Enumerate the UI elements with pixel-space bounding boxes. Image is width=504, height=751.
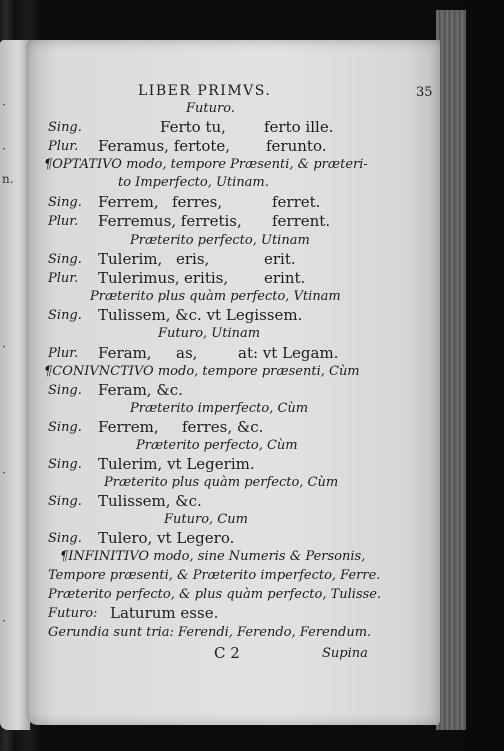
- conjugation-form: Feram,: [98, 344, 152, 362]
- conjugation-form: Laturum esse.: [110, 604, 219, 622]
- number-label: Plur.: [48, 271, 79, 286]
- tense-heading: Præterito perfecto, Cùm: [136, 438, 298, 453]
- conjugation-form: Tulerim,: [98, 250, 163, 268]
- tense-heading: Præterito plus quàm perfecto, Vtinam: [90, 289, 341, 304]
- conjugation-form: eris,: [176, 250, 210, 268]
- tense-heading: Futuro, Utinam: [158, 326, 261, 341]
- number-label: Sing.: [48, 308, 82, 323]
- catchword: Supina: [322, 646, 368, 661]
- left-margin-mark: ·: [2, 98, 6, 112]
- conjugation-form: Tulerimus,: [98, 269, 180, 287]
- infinitive-line: Tempore præsenti, & Præterito imperfecto, Ferre.: [48, 568, 381, 583]
- conjugation-form: at: vt Legam.: [238, 344, 339, 362]
- tense-heading: Præterito plus quàm perfecto, Cùm: [104, 475, 339, 490]
- number-label: Sing.: [48, 420, 82, 435]
- book-shadow: [466, 0, 504, 751]
- conjugation-form: eritis,: [184, 269, 229, 287]
- signature-mark: C 2: [214, 644, 240, 662]
- conjugation-form: Tulero, vt Legero.: [98, 529, 235, 547]
- conjugation-form: ferres,: [172, 193, 223, 211]
- conjugation-form: ferunto.: [266, 137, 327, 155]
- conjugation-form: Tulerim, vt Legerim.: [98, 455, 255, 473]
- left-margin-mark: ·: [2, 466, 6, 480]
- conjugation-form: Ferrem,: [98, 193, 159, 211]
- book-page: [26, 40, 440, 725]
- conjugation-form: Tulissem, &c.: [98, 492, 202, 510]
- mood-heading: ¶INFINITIVO modo, sine Numeris & Personis,: [60, 549, 366, 564]
- page-number: 35: [416, 85, 433, 100]
- mood-heading: to Imperfecto, Utinam.: [118, 175, 269, 190]
- number-label: Plur.: [48, 214, 79, 229]
- number-label: Sing.: [48, 252, 82, 267]
- gerund-line: Gerundia sunt tria: Ferendi, Ferendo, Ferendum.: [48, 625, 372, 640]
- conjugation-form: ferrent.: [272, 212, 331, 230]
- conjugation-form: Tulissem, &c. vt Legissem.: [98, 306, 303, 324]
- number-label: Sing.: [48, 383, 82, 398]
- number-label: Plur.: [48, 346, 79, 361]
- number-label: Sing.: [48, 531, 82, 546]
- conjugation-form: ferto ille.: [264, 118, 334, 136]
- left-margin-mark: ·: [2, 340, 6, 354]
- page-title: LIBER PRIMVS.: [138, 83, 272, 99]
- conjugation-form: Ferrem,: [98, 418, 159, 436]
- conjugation-form: erint.: [264, 269, 306, 287]
- conjugation-form: Ferto tu,: [160, 118, 226, 136]
- number-label: Plur.: [48, 139, 79, 154]
- number-label: Sing.: [48, 494, 82, 509]
- left-margin-mark: n.: [2, 172, 14, 186]
- mood-heading: ¶OPTATIVO modo, tempore Præsenti, & præteri-: [44, 157, 368, 172]
- conjugation-form: ferret.: [272, 193, 321, 211]
- tense-heading: Præterito perfecto, Utinam: [130, 233, 310, 248]
- conjugation-form: as,: [176, 344, 198, 362]
- left-margin-mark: ·: [2, 142, 6, 156]
- mood-heading: ¶CONIVNCTIVO modo, tempore præsenti, Cùm: [44, 364, 360, 379]
- tense-heading: Futuro, Cum: [164, 512, 248, 527]
- conjugation-form: Feramus, fertote,: [98, 137, 231, 155]
- number-label: Sing.: [48, 457, 82, 472]
- conjugation-form: Feram, &c.: [98, 381, 183, 399]
- tense-heading: Futuro.: [186, 101, 235, 116]
- infinitive-line: Præterito perfecto, & plus quàm perfecto, Tulisse.: [48, 587, 382, 602]
- conjugation-form: Ferremus, ferretis,: [98, 212, 242, 230]
- left-margin-mark: ·: [2, 614, 6, 628]
- tense-heading: Præterito imperfecto, Cùm: [130, 401, 309, 416]
- conjugation-form: erit.: [264, 250, 296, 268]
- number-label: Sing.: [48, 120, 82, 135]
- number-label: Sing.: [48, 195, 82, 210]
- number-label: Futuro:: [48, 606, 98, 621]
- conjugation-form: ferres, &c.: [182, 418, 264, 436]
